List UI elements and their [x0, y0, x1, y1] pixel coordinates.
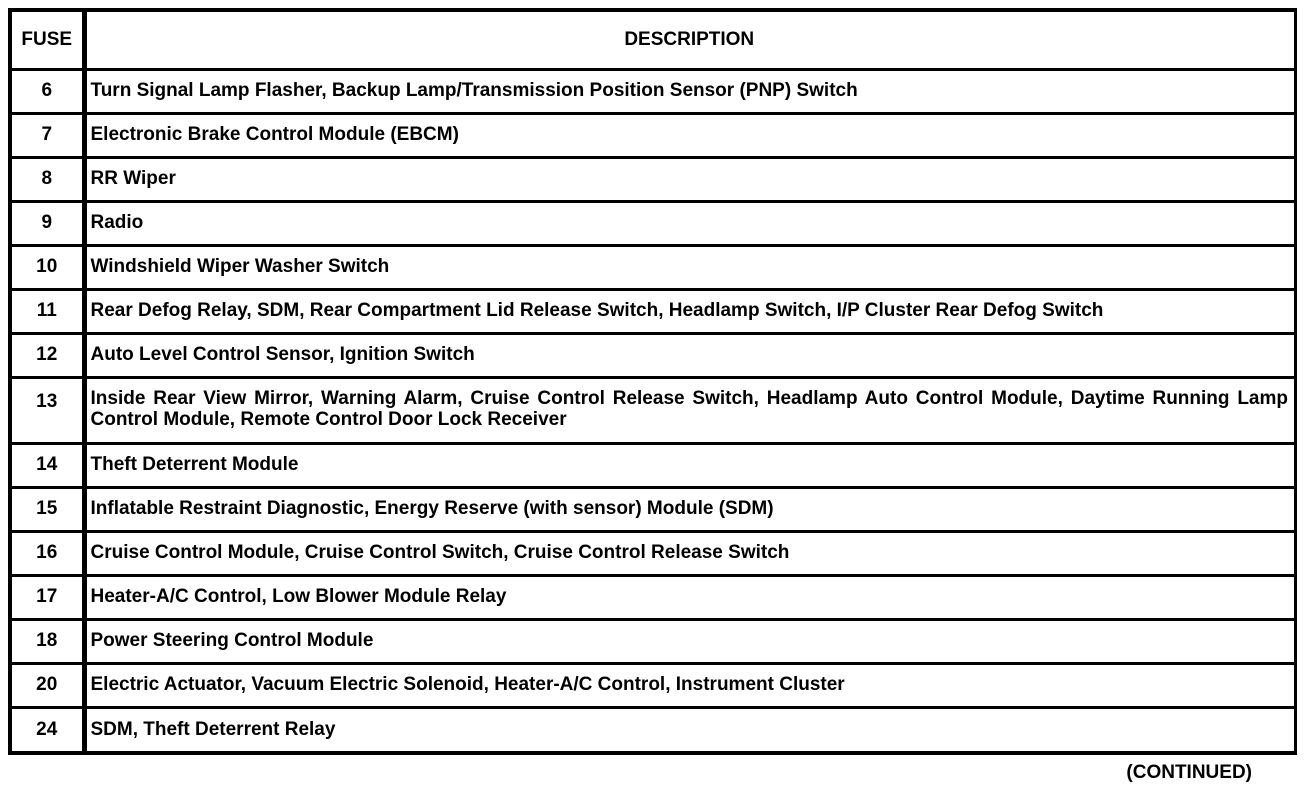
description-column-header: DESCRIPTION [84, 12, 1294, 69]
fuse-number: 24 [12, 707, 84, 751]
fuse-number: 12 [12, 333, 84, 377]
table-row [12, 619, 1294, 663]
table-header-row [12, 12, 1294, 69]
fuse-number: 20 [12, 663, 84, 707]
table-row [12, 289, 1294, 333]
fuse-description: Auto Level Control Sensor, Ignition Switch [84, 333, 1294, 377]
table-row [12, 487, 1294, 531]
fuse-number: 14 [12, 443, 84, 487]
fuse-number: 7 [12, 113, 84, 157]
fuse-number: 10 [12, 245, 84, 289]
table-row [12, 113, 1294, 157]
fuse-description: Heater-A/C Control, Low Blower Module Relay [84, 575, 1294, 619]
table-row [12, 443, 1294, 487]
fuse-number: 15 [12, 487, 84, 531]
table-row [12, 707, 1294, 751]
fuse-number: 18 [12, 619, 84, 663]
fuse-number: 9 [12, 201, 84, 245]
fuse-description: Rear Defog Relay, SDM, Rear Compartment Lid Release Switch, Headlamp Switch, I/P Cluster Rear Defog Switch [84, 289, 1294, 333]
table-row [12, 201, 1294, 245]
table-row [12, 575, 1294, 619]
fuse-description: Windshield Wiper Washer Switch [84, 245, 1294, 289]
continued-label: (CONTINUED) [1126, 762, 1252, 783]
fuse-table-frame [8, 8, 1297, 755]
fuse-column-header: FUSE [12, 12, 84, 69]
fuse-number: 13 [12, 377, 84, 443]
fuse-description: Inside Rear View Mirror, Warning Alarm, Cruise Control Release Switch, Headlamp Auto Control Module, Daytime Running Lamp Control Module, Remote Control Door Lock Receiver [84, 377, 1294, 443]
fuse-description: SDM, Theft Deterrent Relay [90, 718, 336, 740]
fuse-description: Turn Signal Lamp Flasher, Backup Lamp/Transmission Position Sensor (PNP) Switch [84, 69, 1294, 113]
fuse-table [12, 12, 1294, 751]
fuse-description: Radio [84, 201, 1294, 245]
table-row [12, 245, 1294, 289]
fuse-description: Electric Actuator, Vacuum Electric Solenoid, Heater-A/C Control, Instrument Cluster [84, 663, 1294, 707]
fuse-number: 6 [12, 69, 84, 113]
fuse-number: 16 [12, 531, 84, 575]
fuse-description: Theft Deterrent Module [84, 443, 1294, 487]
table-row [12, 69, 1294, 113]
fuse-description: RR Wiper [84, 157, 1294, 201]
fuse-description: Electronic Brake Control Module (EBCM) [84, 113, 1294, 157]
table-row [12, 531, 1294, 575]
table-row [12, 663, 1294, 707]
table-row [12, 157, 1294, 201]
table-row [12, 333, 1294, 377]
fuse-description: Power Steering Control Module [84, 619, 1294, 663]
fuse-number: 8 [12, 157, 84, 201]
table-row [12, 377, 1294, 443]
fuse-number: 11 [12, 289, 84, 333]
fuse-description: Inflatable Restraint Diagnostic, Energy Reserve (with sensor) Module (SDM) [84, 487, 1294, 531]
fuse-number: 17 [12, 575, 84, 619]
fuse-description: Cruise Control Module, Cruise Control Switch, Cruise Control Release Switch [84, 531, 1294, 575]
